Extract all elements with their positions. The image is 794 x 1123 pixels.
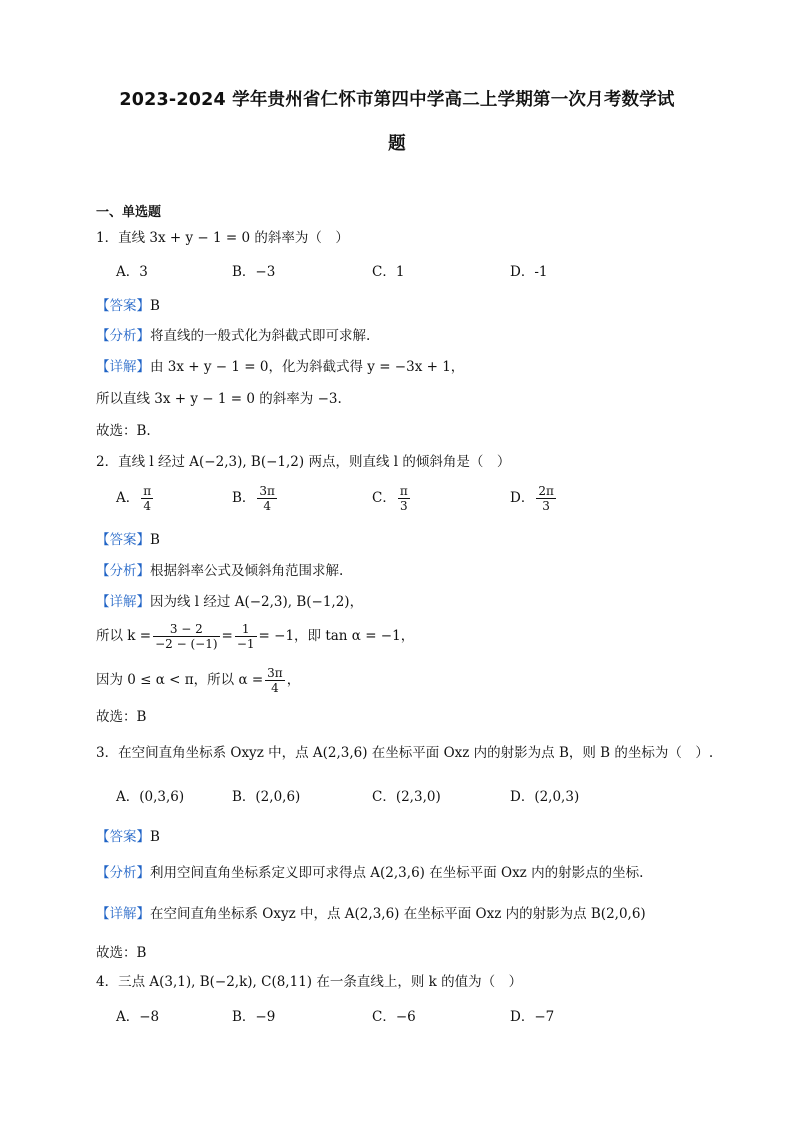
fraction-numerator: 3 − 2 [153,622,219,637]
q4-stem: 4．三点 A(3,1), B(−2,k), C(8,11) 在一条直线上，则 k 的值为（ ） [96,974,523,990]
q3-choose: 故选：B [96,945,147,961]
fraction-denominator: −2 − (−1) [155,637,218,651]
q4-option-c: C．−6 [372,1009,416,1025]
section-heading: 一、单选题 [96,205,162,220]
q1-stem: 1．直线 3x + y − 1 = 0 的斜率为（ ） [96,230,349,246]
fraction-numerator: 3π [267,666,283,680]
answer-tag: 【答案】 [96,829,150,845]
q2-analysis: 根据斜率公式及倾斜角范围求解. [150,563,344,579]
exam-title-line2: 题 [388,134,406,154]
answer-tag: 【答案】 [96,532,150,548]
q2-k-equals: = [221,628,233,644]
q2-option-b [232,484,279,513]
analysis-tag: 【分析】 [96,563,150,579]
fraction-denominator: −1 [236,637,255,651]
detail-tag: 【详解】 [96,359,150,375]
q2-option-d-letter: D． [510,490,535,506]
q1-detail-line2: 所以直线 3x + y − 1 = 0 的斜率为 −3. [96,391,342,407]
q1-answer: B [150,298,160,314]
q1-detail-row [96,357,464,377]
fraction-numerator: 2π [538,484,554,498]
q2-range-suffix: ， [286,672,301,688]
q2-answer-row [96,530,160,550]
q2-analysis-row [96,561,343,581]
q2-option-c-letter: C． [372,490,396,506]
fraction-numerator: π [143,484,152,498]
q4-option-b: B．−9 [232,1009,276,1025]
q3-answer: B [150,829,160,845]
q3-detail-row [96,904,646,924]
fraction-denominator: 4 [271,681,279,695]
q1-option-c: C．1 [372,264,405,280]
q1-analysis-row [96,326,370,346]
fraction-denominator: 3 [542,499,550,513]
fraction-numerator: 3π [259,484,275,498]
q2-k-fraction-1 [153,622,219,651]
q3-option-d: D．(2,0,3) [510,789,580,805]
q2-option-c [372,484,412,513]
q2-slope-line [96,622,414,651]
fraction-denominator: 4 [263,499,271,513]
q3-detail: 在空间直角坐标系 Oxyz 中，点 A(2,3,6) 在坐标平面 Oxz 内的射影为点 B(2,0,6) [150,906,646,922]
answer-tag: 【答案】 [96,298,150,314]
q2-range-prefix: 因为 0 ≤ α < π，所以 α = [96,672,264,688]
q3-option-b: B．(2,0,6) [232,789,301,805]
detail-tag: 【详解】 [96,906,150,922]
q2-k-prefix: 所以 k = [96,628,152,644]
fraction-numerator: π [399,484,408,498]
q2-option-b-letter: B． [232,490,256,506]
q1-option-b: B．−3 [232,264,276,280]
analysis-tag: 【分析】 [96,865,150,881]
q2-answer: B [150,532,160,548]
q2-option-c-fraction [398,484,410,513]
q2-option-d-fraction [536,484,556,513]
q3-option-c: C．(2,3,0) [372,789,441,805]
fraction-numerator: 1 [235,622,257,637]
q2-range-line [96,666,300,695]
q3-option-a: A．(0,3,6) [116,789,185,805]
fraction-denominator: 4 [143,499,152,513]
fraction-denominator: 3 [399,499,408,513]
q4-option-d: D．−7 [510,1009,555,1025]
q1-choose: 故选：B. [96,423,151,439]
q2-option-a [116,484,155,513]
q2-option-a-fraction [141,484,153,513]
q1-option-a: A．3 [116,264,148,280]
q2-choose: 故选：B [96,709,147,725]
q2-k-fraction-2 [235,622,257,651]
q3-analysis-row [96,863,643,883]
q1-answer-row [96,296,160,316]
q1-option-d: D．-1 [510,264,548,280]
q2-option-d [510,484,558,513]
q2-option-a-letter: A． [116,490,140,506]
exam-title-line1: 2023-2024 学年贵州省仁怀市第四中学高二上学期第一次月考数学试 [119,90,675,110]
q3-stem: 3．在空间直角坐标系 Oxyz 中，点 A(2,3,6) 在坐标平面 Oxz 内的射影为点 B，则 B 的坐标为（ ）. [96,745,714,761]
q2-detail: 因为线 l 经过 A(−2,3), B(−1,2)， [150,594,364,610]
q3-analysis: 利用空间直角坐标系定义即可求得点 A(2,3,6) 在坐标平面 Oxz 内的射影点的坐标. [150,865,644,881]
q1-analysis: 将直线的一般式化为斜截式即可求解. [150,328,371,344]
q4-option-a: A．−8 [116,1009,160,1025]
detail-tag: 【详解】 [96,594,150,610]
q2-option-b-fraction [257,484,277,513]
q1-detail: 由 3x + y − 1 = 0，化为斜截式得 y = −3x + 1， [150,359,465,375]
q2-k-suffix: = −1，即 tan α = −1， [258,628,415,644]
q2-alpha-fraction [265,666,285,695]
q2-detail-row [96,592,363,612]
analysis-tag: 【分析】 [96,328,150,344]
q3-answer-row [96,827,160,847]
q2-stem: 2．直线 l 经过 A(−2,3), B(−1,2) 两点，则直线 l 的倾斜角是（ ） [96,454,511,470]
